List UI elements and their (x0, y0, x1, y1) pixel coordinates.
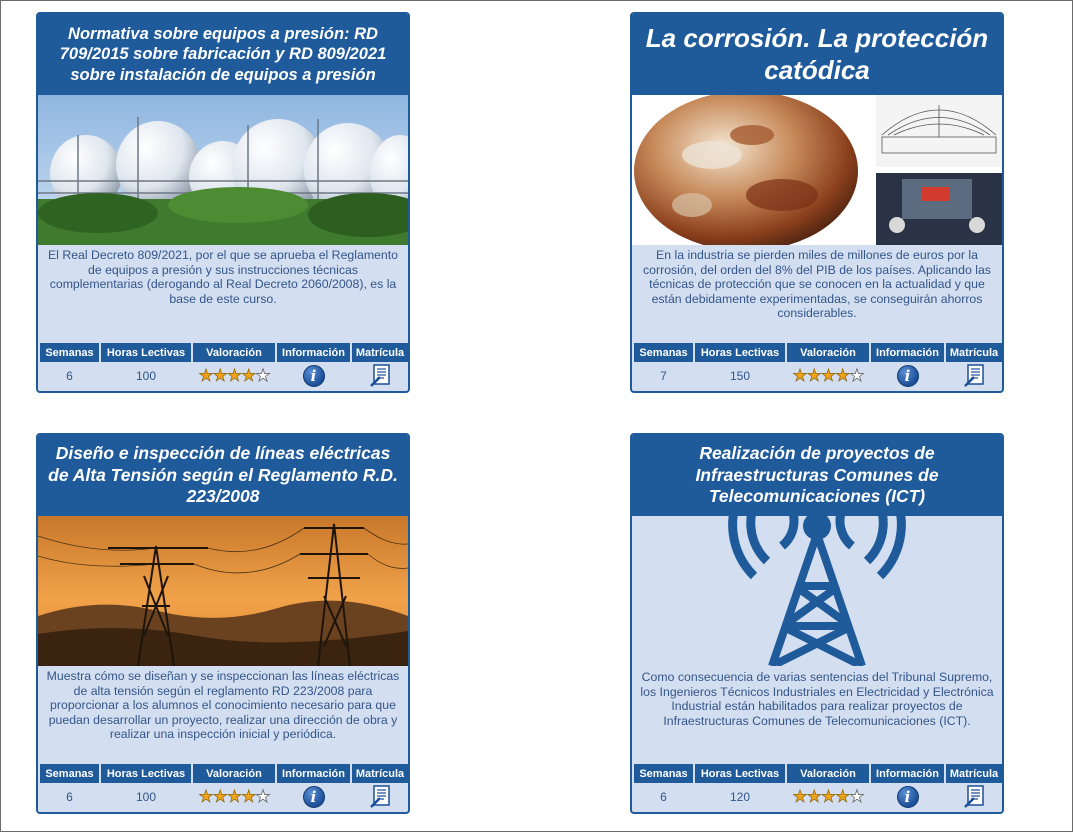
header-rating: Valoración (192, 343, 276, 362)
course-image-corrosion[interactable] (632, 95, 1002, 245)
star-filled-icon: ★ (820, 366, 836, 385)
course-description: Muestra cómo se diseñan y se inspeccionan las líneas eléctricas de alta tensión según el reglamento RD 223/2008 para proporcionar a los alumnos el conocimiento necesario para que puedan desarrollar un proyecto, realizar una dirección de obra y realizar una inspección inicial y periódica. (46, 669, 400, 742)
header-enroll: Matrícula (945, 764, 1003, 783)
header-enroll: Matrícula (351, 343, 409, 362)
info-cell[interactable] (870, 362, 945, 390)
star-filled-icon: ★ (212, 787, 227, 806)
course-description: Como consecuencia de varias sentencias del Tribunal Supremo, los Ingenieros Técnicos Industriales en Electricidad y Electrónica Industrial están habilitados para realizar proyectos de Infraestructuras Comunes de Telecomunicaciones (ICT). (640, 670, 994, 728)
star-filled-icon: ★ (241, 787, 256, 806)
star-filled-icon: ★ (806, 787, 821, 806)
header-info: Información (870, 343, 945, 362)
star-filled-icon: ★ (198, 366, 213, 385)
star-filled-icon: ★ (226, 366, 242, 385)
info-cell[interactable] (276, 362, 351, 390)
course-card-pressure-equipment (36, 12, 410, 393)
course-info-table (632, 764, 1004, 811)
header-hours: Horas Lectivas (694, 343, 786, 362)
weeks-value: 6 (66, 790, 73, 804)
star-empty-icon: ★ (255, 366, 270, 385)
enrollment-form-icon[interactable] (963, 785, 985, 809)
star-filled-icon: ★ (835, 787, 850, 806)
info-icon[interactable]: i (303, 365, 325, 387)
course-title[interactable]: Normativa sobre equipos a presión: RD 709/2015 sobre fabricación y RD 809/2021 sobre instalación de equipos a presión (38, 14, 408, 95)
course-title[interactable]: Realización de proyectos de Infraestructuras Comunes de Telecomunicaciones (ICT) (632, 435, 1002, 516)
rating-stars (786, 362, 870, 390)
info-cell[interactable] (276, 783, 351, 811)
enrollment-form-icon[interactable] (369, 364, 391, 388)
course-image-power-towers[interactable] (38, 516, 408, 666)
header-hours: Horas Lectivas (694, 764, 786, 783)
rating-stars (192, 362, 276, 390)
star-filled-icon: ★ (198, 787, 213, 806)
header-rating: Valoración (192, 764, 276, 783)
hours-value: 100 (135, 790, 157, 804)
course-card-corrosion (630, 12, 1004, 393)
header-info: Información (870, 764, 945, 783)
header-weeks: Semanas (633, 764, 694, 783)
star-filled-icon: ★ (792, 787, 807, 806)
rating-stars (786, 783, 870, 811)
header-enroll: Matrícula (351, 764, 409, 783)
enroll-cell[interactable] (351, 362, 409, 390)
course-info-table (38, 343, 410, 390)
rating-stars (192, 783, 276, 811)
hours-value: 120 (729, 790, 751, 804)
enroll-cell[interactable] (351, 783, 409, 811)
course-image-pressure-tanks[interactable] (38, 95, 408, 245)
header-hours: Horas Lectivas (100, 764, 192, 783)
course-title[interactable]: La corrosión. La protección catódica (632, 14, 1002, 95)
course-description: El Real Decreto 809/2021, por el que se aprueba el Reglamento de equipos a presión y sus instrucciones técnicas complementarias (derogando al Real Decreto 2060/2008), es la base de este curso. (47, 248, 398, 306)
hours-value: 150 (729, 369, 751, 383)
enroll-cell[interactable] (945, 783, 1003, 811)
star-filled-icon: ★ (806, 366, 821, 385)
enroll-cell[interactable] (945, 362, 1003, 390)
star-filled-icon: ★ (792, 366, 807, 385)
info-icon[interactable]: i (897, 365, 919, 387)
course-description: En la industria se pierden miles de millones de euros por la corrosión, del orden del 8% del PIB de los países. Aplicando las técnicas de protección que se conocen en la actualidad y que están debidamente experimentadas, se conseguirán ahorros considerables. (643, 248, 991, 321)
course-image-antenna-tower[interactable] (632, 516, 1002, 666)
enrollment-form-icon[interactable] (369, 785, 391, 809)
star-filled-icon: ★ (212, 366, 227, 385)
star-filled-icon: ★ (835, 366, 850, 385)
star-filled-icon: ★ (820, 787, 836, 806)
enrollment-form-icon[interactable] (963, 364, 985, 388)
course-card-telecom-ict (630, 433, 1004, 814)
header-weeks: Semanas (39, 764, 100, 783)
info-icon[interactable]: i (897, 786, 919, 808)
star-filled-icon: ★ (226, 787, 242, 806)
course-card-power-lines (36, 433, 410, 814)
header-hours: Horas Lectivas (100, 343, 192, 362)
header-rating: Valoración (786, 764, 870, 783)
course-title[interactable]: Diseño e inspección de líneas eléctricas de Alta Tensión según el Reglamento R.D. 223/2008 (38, 435, 408, 516)
star-filled-icon: ★ (241, 366, 256, 385)
header-rating: Valoración (786, 343, 870, 362)
info-cell[interactable] (870, 783, 945, 811)
star-empty-icon: ★ (849, 787, 864, 806)
weeks-value: 7 (660, 369, 667, 383)
header-weeks: Semanas (39, 343, 100, 362)
weeks-value: 6 (66, 369, 73, 383)
header-info: Información (276, 343, 351, 362)
weeks-value: 6 (660, 790, 667, 804)
hours-value: 100 (135, 369, 157, 383)
header-info: Información (276, 764, 351, 783)
header-weeks: Semanas (633, 343, 694, 362)
star-empty-icon: ★ (849, 366, 864, 385)
star-empty-icon: ★ (255, 787, 270, 806)
header-enroll: Matrícula (945, 343, 1003, 362)
info-icon[interactable]: i (303, 786, 325, 808)
course-info-table (38, 764, 410, 811)
course-info-table (632, 343, 1004, 390)
